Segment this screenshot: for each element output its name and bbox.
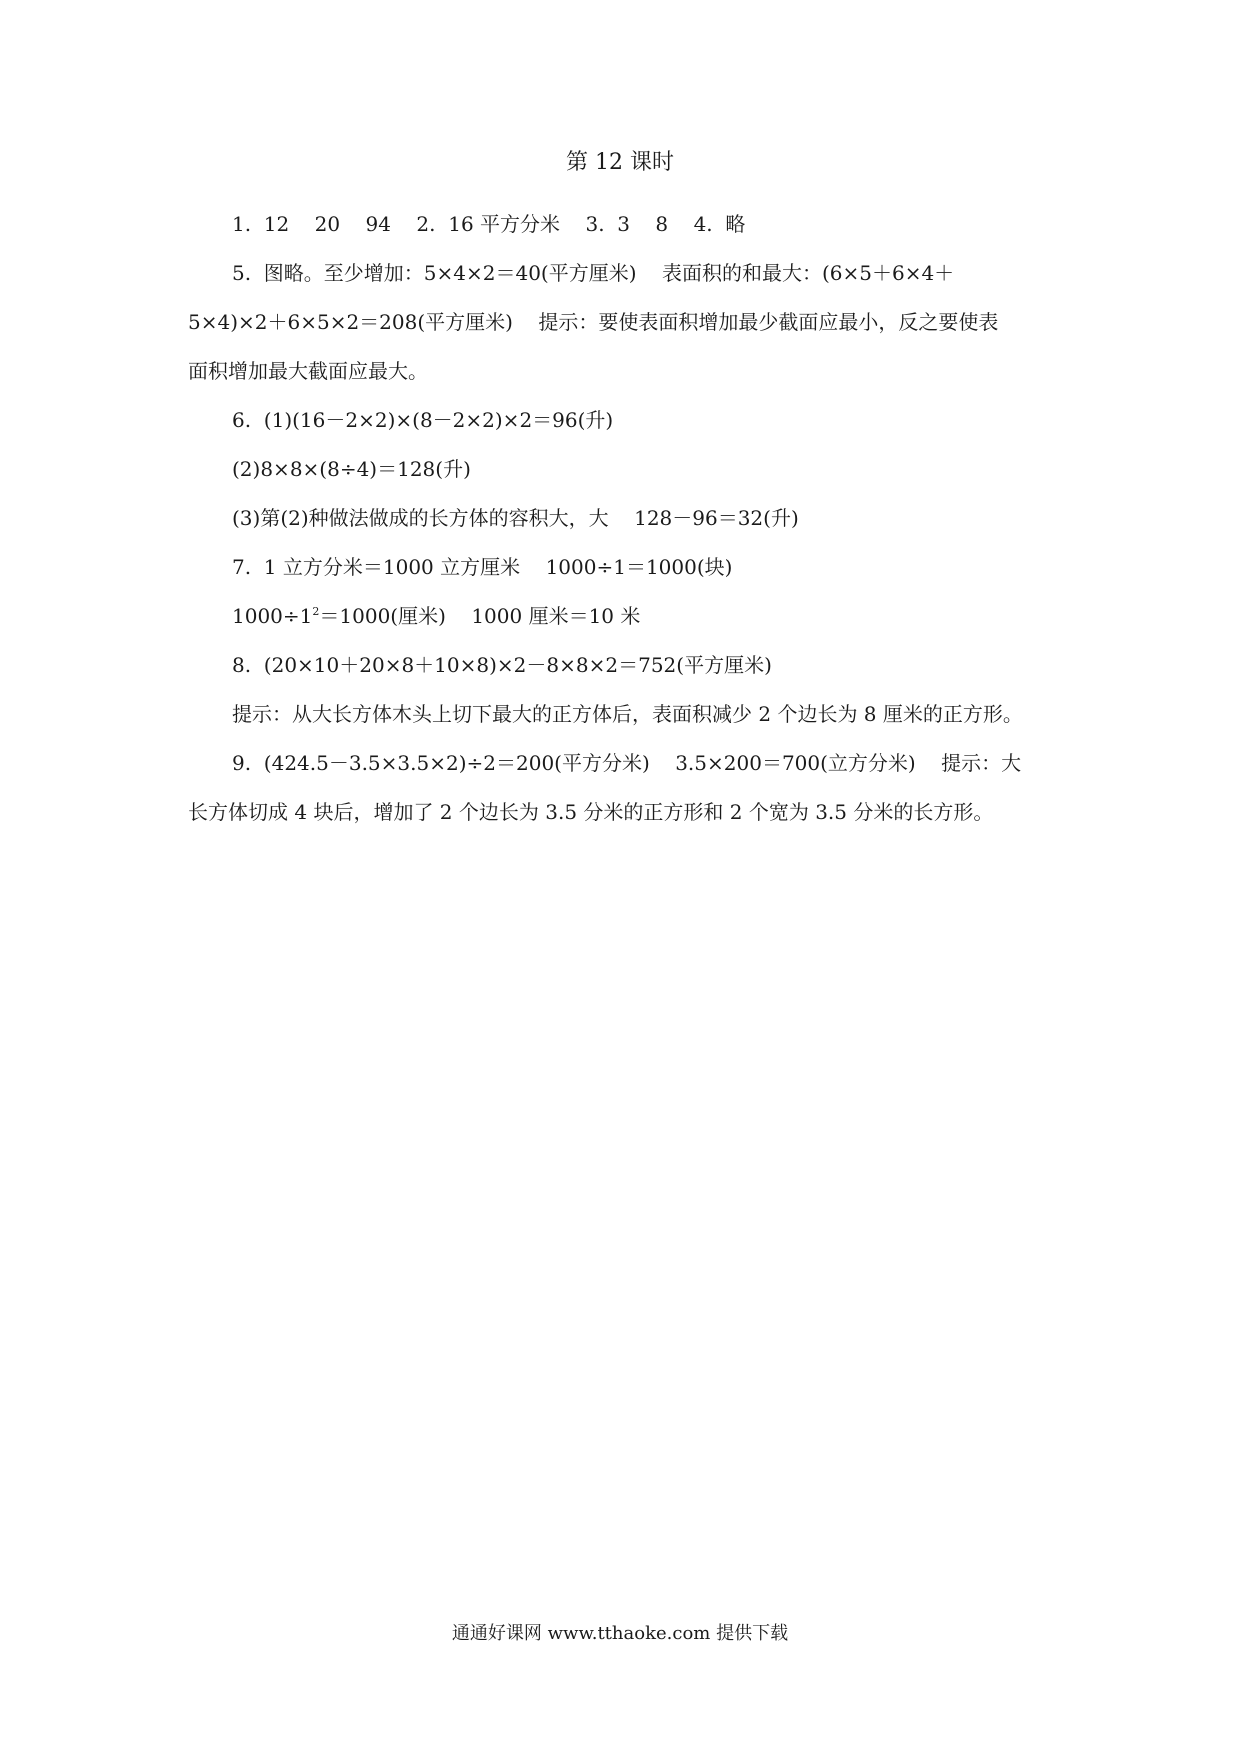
answer-line-8: 7. 1 立方分米＝1000 立方厘米 1000÷1＝1000(块) [232, 555, 733, 579]
answer-line-6: (2)8×8×(8÷4)＝128(升) [232, 457, 471, 481]
answer-line-7: (3)第(2)种做法做成的长方体的容积大，大 128－96＝32(升) [232, 506, 799, 530]
answer-body [188, 200, 1060, 837]
page-footer: 通通好课网 www.tthaoke.com 提供下载 [451, 1623, 789, 1644]
answer-line-3: 5×4)×2＋6×5×2＝208(平方厘米) 提示：要使表面积增加最少截面应最小，反之要使表 [188, 310, 999, 334]
answer-line-9-part-a: 1000÷1 [232, 604, 313, 628]
answer-line-13: 长方体切成 4 块后，增加了 2 个边长为 3.5 分米的正方形和 2 个宽为 3.5 分米的长方形。 [188, 800, 994, 824]
answer-line-9-part-b: ＝1000(厘米) 1000 厘米＝10 米 [319, 604, 641, 628]
page-title: 第 12 课时 [566, 150, 674, 175]
answer-line-4: 面积增加最大截面应最大。 [188, 359, 428, 383]
superscript-exponent: 2 [312, 605, 320, 618]
answer-line-10: 8. (20×10＋20×8＋10×8)×2－8×8×2＝752(平方厘米) [232, 653, 772, 677]
answer-line-12: 9. (424.5－3.5×3.5×2)÷2＝200(平方分米) 3.5×200＝700(立方分米) 提示：大 [232, 751, 1022, 775]
answer-line-11: 提示：从大长方体木头上切下最大的正方体后，表面积减少 2 个边长为 8 厘米的正方形。 [232, 702, 1023, 726]
answer-line-2: 5. 图略。至少增加：5×4×2＝40(平方厘米) 表面积的和最大：(6×5＋6×4＋ [232, 261, 955, 285]
answer-line-5: 6. (1)(16－2×2)×(8－2×2)×2＝96(升) [232, 408, 614, 432]
answer-line-9 [188, 592, 1060, 641]
answer-line-1: 1. 12 20 94 2. 16 平方分米 3. 3 8 4. 略 [232, 212, 746, 236]
